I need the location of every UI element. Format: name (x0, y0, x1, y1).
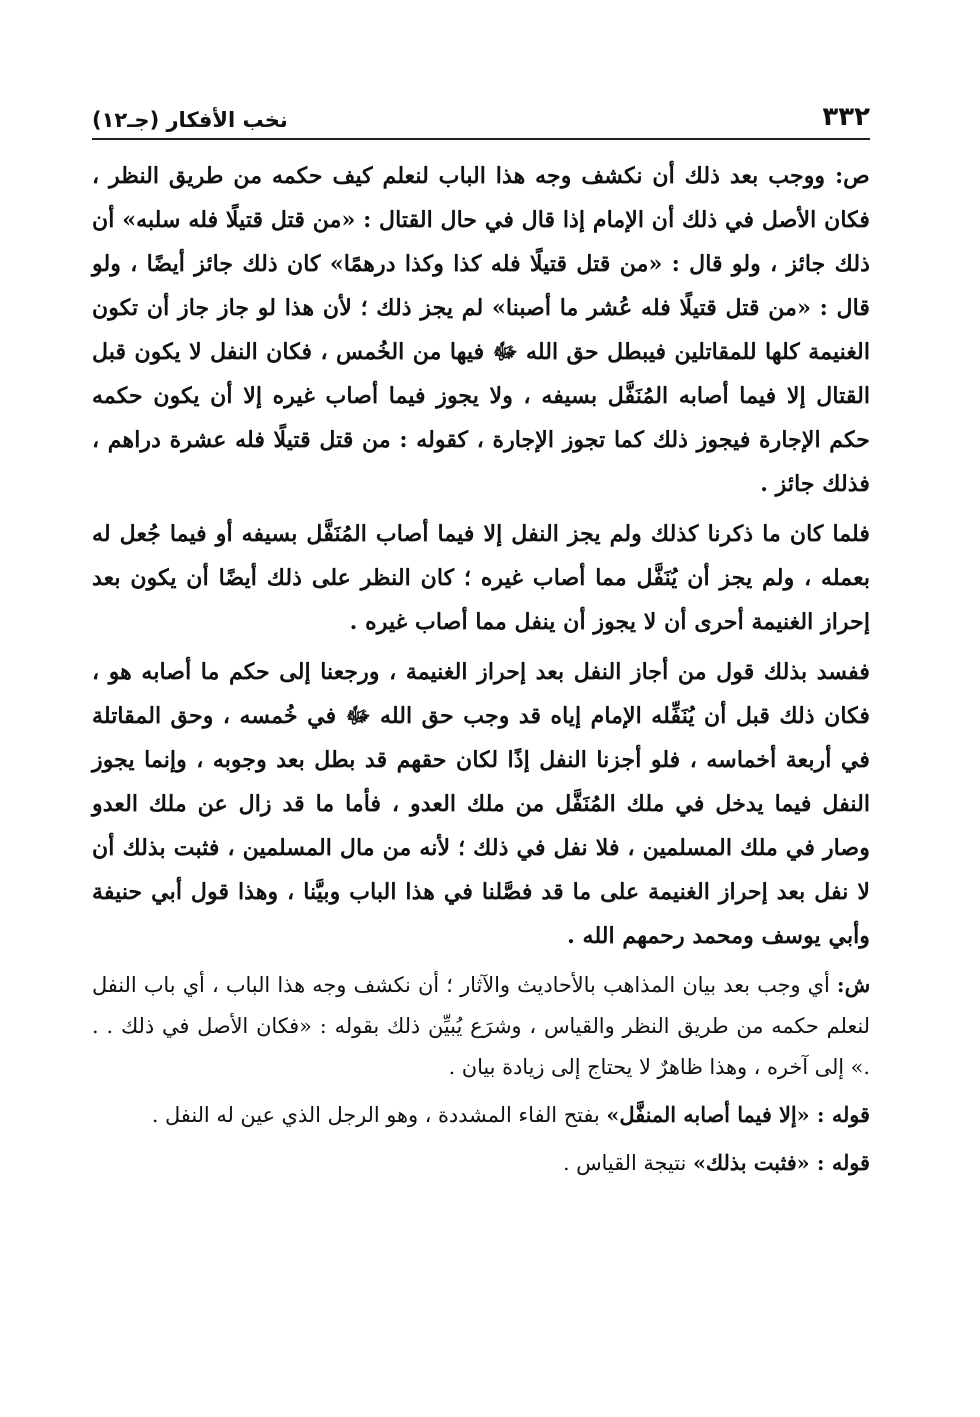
sharh-paragraph-2 (92, 1094, 870, 1136)
page-body (92, 154, 870, 1184)
sharh-marker: ش: (836, 972, 870, 997)
paragraph-text: أي وجب بعد بيان المذاهب بالأحاديث والآثار ؛ أن نكشف وجه هذا الباب ، أي باب النفل لنعلم حكمه من طريق النظر والقياس ، وشرَع يُبيِّن ذلك بقوله : «فكان الأصل في ذلك . . .» إلى آخره ، وهذا ظاهرٌ لا يحتاج إلى زيادة بيان . (92, 973, 870, 1079)
book-title: نخب الأفكار (جـ١٢) (92, 108, 288, 132)
paragraph-text: بفتح الفاء المشددة ، وهو الرجل الذي عين له النفل . (151, 1103, 607, 1127)
paragraph-text: نتيجة القياس . (562, 1151, 693, 1175)
matn-paragraph-2 (92, 512, 870, 644)
sharh-paragraph-3 (92, 1142, 870, 1184)
paragraph-text: ففسد بذلك قول من أجاز النفل بعد إحراز الغنيمة ، ورجعنا إلى حكم ما أصابه هو ، فكان ذلك قبل أن يُنَفِّله الإمام إياه قد وجب حق الله ﷻ في خُمسه ، وحق المقاتلة في أربعة أخماسه ، فلو أجزنا النفل إذًا لكان حقهم قد بطل بعد وجوبه ، وإنما يجوز النفل فيما يدخل في ملك المُنَفَّل من ملك العدو ، فأما ما قد زال عن ملك العدو وصار في ملك المسلمين ، فلا نفل في ذلك ؛ لأنه من مال المسلمين ، فثبت بذلك أن لا نفل بعد إحراز الغنيمة على ما قد فصَّلنا في هذا الباب وبيَّنا ، وهذا قول أبي حنيفة وأبي يوسف ومحمد رحمهم الله . (92, 659, 870, 949)
sharh-paragraph-1 (92, 964, 870, 1088)
quote-lead: قوله : «فثبت بذلك» (692, 1150, 870, 1175)
page-header (92, 92, 870, 140)
matn-paragraph-3 (92, 650, 870, 958)
matn-marker: ص: (834, 163, 870, 189)
matn-paragraph-1 (92, 154, 870, 506)
paragraph-text: فلما كان ما ذكرنا كذلك ولم يجز النفل إلا فيما أصاب المُنَفَّل بسيفه أو فيما جُعل له بعمله ، ولم يجز أن يُنَفَّل مما أصاب غيره ؛ كان النظر على ذلك أيضًا أن يكون بعد إحراز الغنيمة أحرى أن لا يجوز أن ينفل مما أصاب غيره . (92, 521, 870, 635)
paragraph-text: ووجب بعد ذلك أن نكشف وجه هذا الباب لنعلم كيف حكمه من طريق النظر ، فكان الأصل في ذلك أن الإمام إذا قال في حال القتال : «من قتل قتيلًا فله سلبه» أن ذلك جائز ، ولو قال : «من قتل قتيلًا فله كذا وكذا درهمًا» كان ذلك جائز أيضًا ، ولو قال : «من قتل قتيلًا فله عُشر ما أصبنا» لم يجز ذلك ؛ لأن هذا لو جاز جاز أن تكون الغنيمة كلها للمقاتلين فيبطل حق الله ﷻ فيها من الخُمس ، فكان النفل لا يكون قبل القتال إلا فيما أصابه المُنَفَّل بسيفه ، ولا يجوز فيما أصاب غيره إلا أن يكون حكمه حكم الإجارة فيجوز ذلك كما تجوز الإجارة ، كقوله : من قتل قتيلًا فله عشرة دراهم ، فذلك جائز . (92, 163, 870, 497)
document-page (92, 92, 870, 1392)
quote-lead: قوله : «إلا فيما أصابه المنفَّل» (606, 1102, 870, 1127)
page-number: ٣٣٢ (822, 102, 870, 132)
